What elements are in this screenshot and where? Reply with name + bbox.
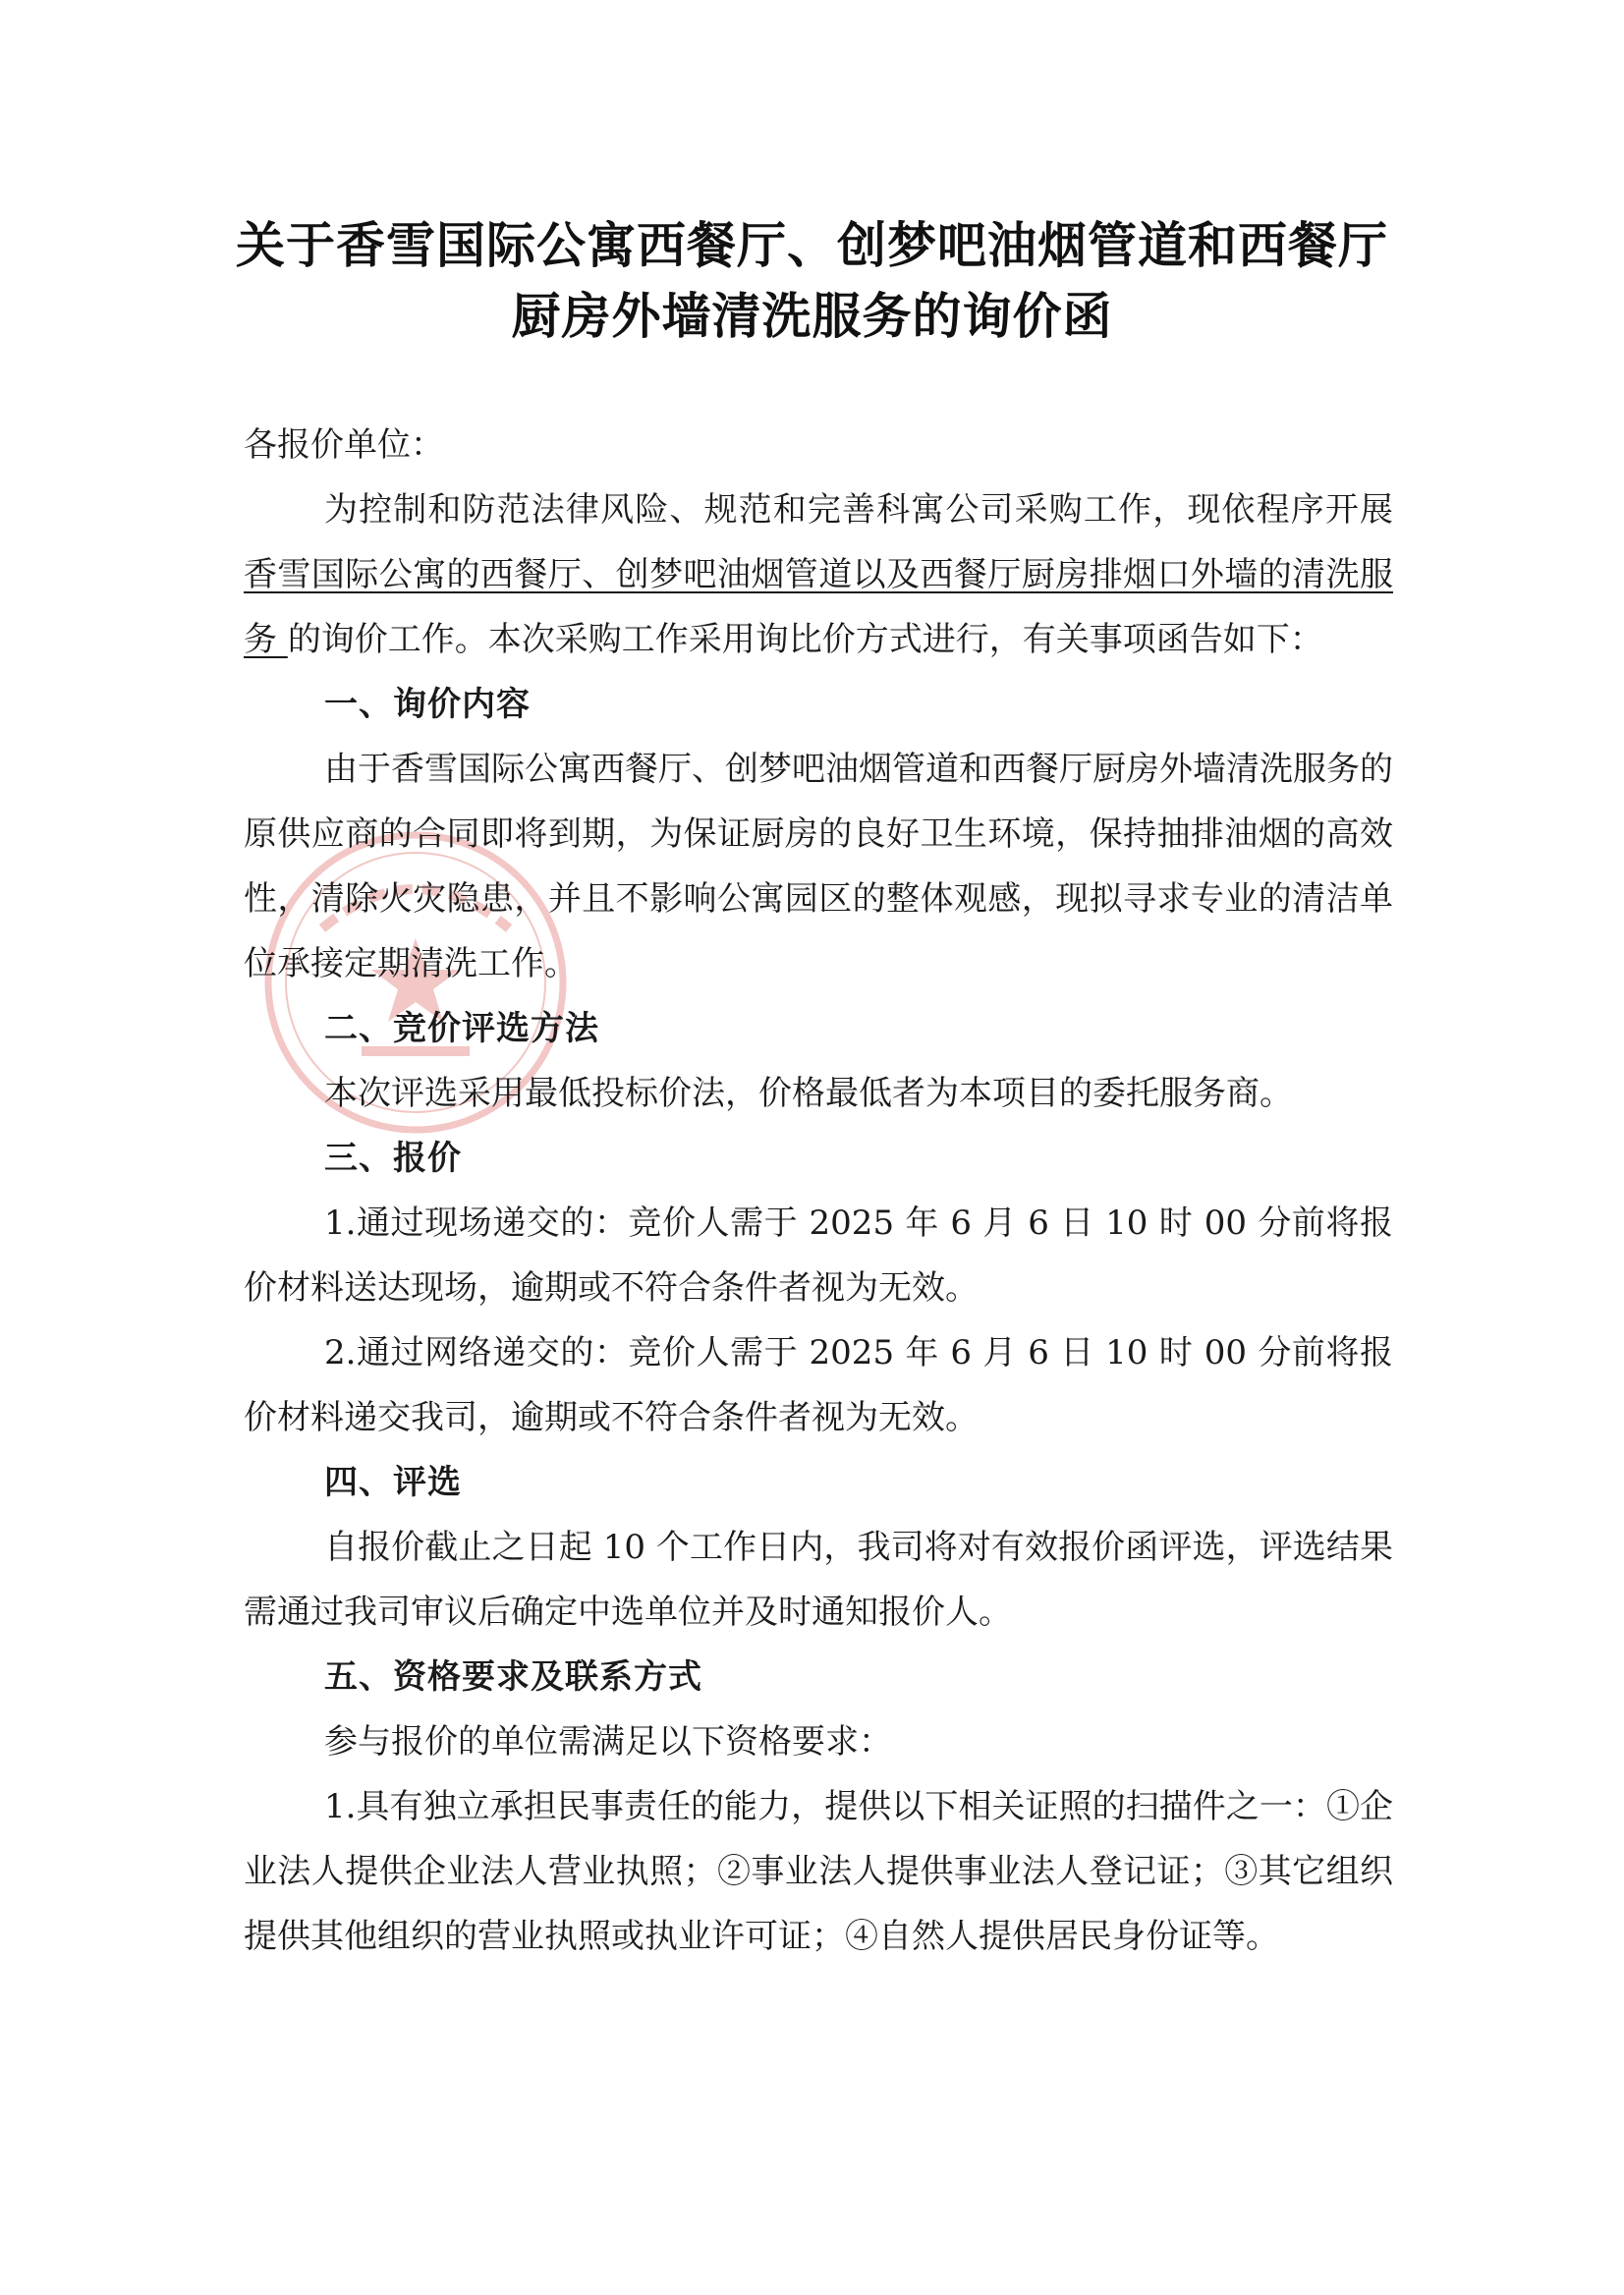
section-heading-inquiry-content: 一、询价内容 bbox=[324, 685, 531, 724]
section-paragraph: 1.具有独立承担民事责任的能力，提供以下相关证照的扫描件之一：①企业法人提供企业法人营业执照；②事业法人提供事业法人登记证；③其它组织提供其他组织的营业执照或执业许可证；④自然人提供居民身份证等。 bbox=[244, 1787, 1393, 1956]
intro-paragraph bbox=[244, 477, 1393, 672]
section-paragraph: 本次评选采用最低投标价法，价格最低者为本项目的委托服务商。 bbox=[324, 1074, 1293, 1113]
section-heading-selection: 四、评选 bbox=[324, 1463, 462, 1502]
section-heading-qualification-contact: 五、资格要求及联系方式 bbox=[324, 1657, 702, 1697]
salutation: 各报价单位： bbox=[244, 425, 444, 465]
document-body bbox=[244, 413, 1393, 1969]
section-paragraph: 参与报价的单位需满足以下资格要求： bbox=[324, 1722, 892, 1762]
section-paragraph: 1.通过现场递交的：竞价人需于 2025 年 6 月 6 日 10 时 00 分前将报价材料送达现场，逾期或不符合条件者视为无效。 bbox=[244, 1203, 1393, 1308]
section-paragraph: 自报价截止之日起 10 个工作日内，我司将对有效报价函评选，评选结果需通过我司审议后确定中选单位并及时通知报价人。 bbox=[244, 1528, 1393, 1632]
document-title-line-1: 关于香雪国际公寓西餐厅、创梦吧油烟管道和西餐厅 bbox=[236, 217, 1388, 274]
document-title-line-2: 厨房外墙清洗服务的询价函 bbox=[511, 288, 1113, 345]
intro-text-after: 的询价工作。本次采购工作采用询比价方式进行，有关事项函告如下： bbox=[287, 620, 1323, 659]
section-heading-evaluation-method: 二、竞价评选方法 bbox=[324, 1009, 599, 1048]
intro-underlined-project-name: 香雪国际公寓的西餐厅、创梦吧油烟管道以及西餐厅厨房排烟口外墙的清洗服务 bbox=[244, 555, 1393, 659]
section-paragraph: 2.通过网络递交的：竞价人需于 2025 年 6 月 6 日 10 时 00 分前将报价材料递交我司，逾期或不符合条件者视为无效。 bbox=[244, 1333, 1393, 1437]
section-paragraph: 由于香雪国际公寓西餐厅、创梦吧油烟管道和西餐厅厨房外墙清洗服务的原供应商的合同即将到期，为保证厨房的良好卫生环境，保持抽排油烟的高效性，清除火灾隐患，并且不影响公寓园区的整体观感，现拟寻求专业的清洁单位承接定期清洗工作。 bbox=[244, 750, 1393, 983]
section-heading-quotation: 三、报价 bbox=[324, 1139, 462, 1178]
intro-text-before: 为控制和防范法律风险、规范和完善科寓公司采购工作，现依程序开展 bbox=[324, 490, 1393, 530]
